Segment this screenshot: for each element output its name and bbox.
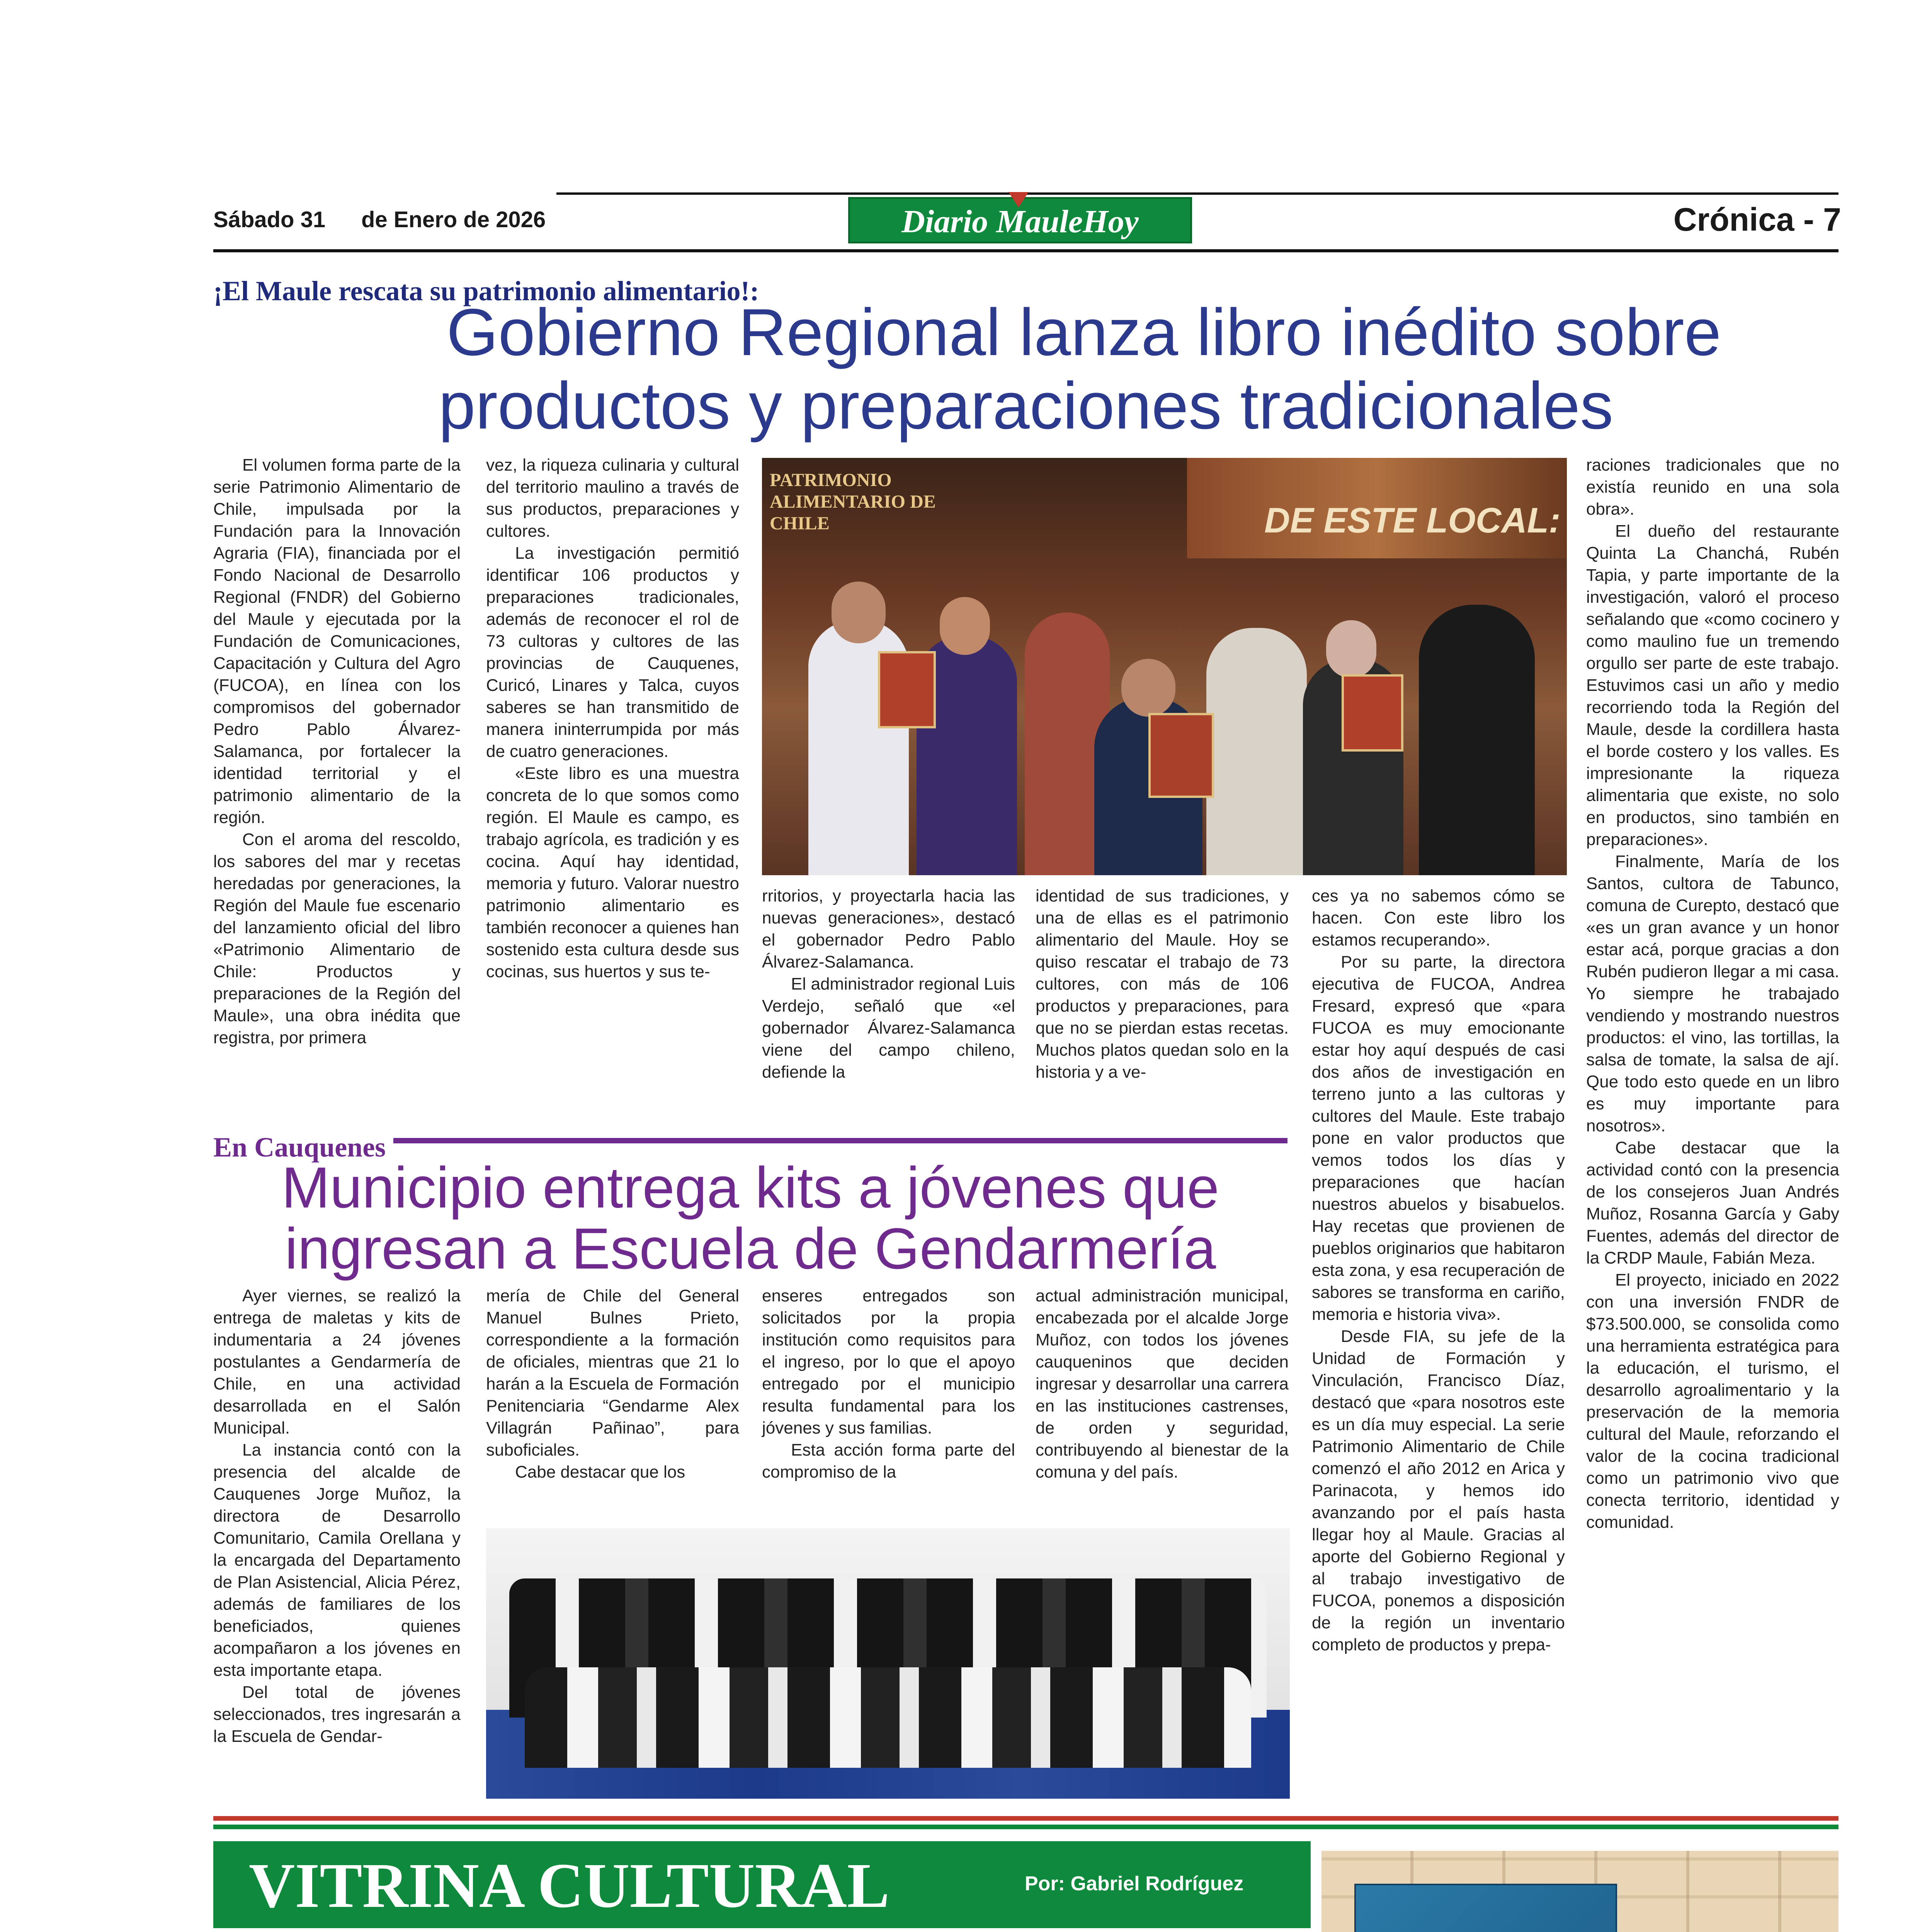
masthead-red-accent: [1009, 192, 1029, 207]
article1-headline-line1: Gobierno Regional lanza libro inédito sobre: [446, 295, 1721, 369]
article1-col4-para: identidad de sus tradiciones, y una de ellas es el patrimonio alimentario del Maule. Hoy se quiso rescatar el trabajo de 73 cultores, con más de 106 productos y preparaciones, para que no se pierdan estas recetas. Muchos platos quedan solo en la historia y a ve-: [1036, 886, 1289, 1082]
article1-col6-para: El proyecto, iniciado en 2022 con una inversión FNDR de $73.500.000, se consolida como una herramienta estratégica para la educación, el turismo, el desarrollo agroalimentario y la preservación de la memoria cultural del Maule, reforzando el valor de la cocina tradicional como un patrimonio vivo que conecta territorio, identidad y comunidad.: [1586, 1270, 1839, 1532]
vitrina-top-white-rule: [213, 1821, 1838, 1825]
header-date-day: Sábado 31: [213, 207, 326, 232]
photo-crowd: [762, 605, 1567, 875]
gendarmeria-group-photo: [486, 1528, 1290, 1799]
masthead-logo-text: Diario MauleHoy: [901, 204, 1139, 240]
article2-col1-para: Ayer viernes, se realizó la entrega de maletas y kits de indumentaria a 24 jóvenes postulantes a Gendarmería de Chile, en una actividad desarrollada en el Salón Municipal.: [213, 1286, 461, 1437]
article2-column-1: [213, 1285, 461, 1747]
header-top-rule: [556, 192, 1838, 195]
article2-column-3: [762, 1285, 1015, 1483]
article1-column-5: [1312, 885, 1565, 1656]
article1-column-6: [1586, 454, 1839, 1533]
article2-col2-para: mería de Chile del General Manuel Bulnes Prieto, correspondiente a la formación de oficiales, mientras que 21 lo harán a la Escuela de Formación Penitenciaria “Gendarme Alex Villagrán Pañinao”, para suboficiales.: [486, 1286, 739, 1459]
article2-column-2: [486, 1285, 739, 1483]
article1-col1-para: El volumen forma parte de la serie Patrimonio Alimentario de Chile, impulsada por la Fundación para la Innovación Agraria (FIA), financiada por el Fondo Nacional de Desarrollo Regional (FNDR) del Gobierno del Maule y ejecutada por la Fundación de Comunicaciones, Capacitación y Cultura del Agro (FUCOA), en línea con los compromisos del gobernador Pedro Pablo Álvarez-Salamanca, por fortalecer la identidad territorial y el patrimonio alimentario de la región.: [213, 456, 461, 827]
article2-col3-para: enseres entregados son solicitados por la propia institución como requisitos para el ingreso, por lo que el apoyo entregado por el municipio resulta fundamental para los jóvenes y sus familias.: [762, 1286, 1015, 1437]
article1-col2-para: «Este libro es una muestra concreta de lo que somos como región. El Maule es campo, es trabajo agrícola, es tradición y es cocina. Aquí hay identidad, memoria y futuro. Valorar nuestro patrimonio alimentario es también reconocer a quienes han sostenido esta cultura desde sus cocinas, sus huertos y sus te-: [486, 764, 739, 981]
vitrina-top-green-rule: [213, 1825, 1838, 1829]
article2-headline-line2: ingresan a Escuela de Gendarmería: [285, 1216, 1216, 1281]
article1-column-2: [486, 454, 739, 983]
article2-col4-para: actual administración municipal, encabezada por el alcalde Jorge Muñoz, con todos los jóvenes cauqueninos que deciden ingresar y desarrollar una carrera en las instituciones castrenses, de orden y seguridad, contribuyendo al bienestar de la comuna y del país.: [1036, 1286, 1289, 1481]
article1-column-1: [213, 454, 461, 1049]
article1-kicker: ¡El Maule rescata su patrimonio alimentario!:: [213, 276, 759, 306]
article2-kicker: En Cauquenes: [213, 1131, 393, 1163]
article2-col2-para: Cabe destacar que los: [515, 1463, 685, 1481]
vitrina-top-red-rule: [213, 1816, 1838, 1821]
article1-column-3: [762, 885, 1015, 1083]
article2-headline-line1: Municipio entrega kits a jóvenes que: [281, 1155, 1219, 1220]
photo-group-front-row: [525, 1667, 1251, 1768]
article1-column-4: [1036, 885, 1289, 1083]
vitrina-title-bar: [213, 1841, 1311, 1928]
masthead-logo: [848, 197, 1192, 243]
vitrina-byline: Por: Gabriel Rodríguez: [1025, 1872, 1244, 1895]
article1-col6-para: El dueño del restaurante Quinta La Chanchá, Rubén Tapia, y parte importante de la investigación, valoró el proceso señalando que «como cocinero y como maulino fue un tremendo orgullo ser parte de este trabajo. Estuvimos casi un año y medio recorriendo toda la Región del Maule, desde la cordillera hasta el borde costero y los valles. Es impresionante la riqueza alimentaria que existe, no solo en productos, sino también en preparaciones».: [1586, 522, 1839, 849]
article1-col6-para: raciones tradicionales que no existía reunido en una sola obra».: [1586, 456, 1839, 519]
article1-col6-para: Cabe destacar que la actividad contó con la presencia de los consejeros Juan Andrés Muñoz, Rosanna García y Gaby Fuentes, además del director de la CRDP Maule, Fabián Meza.: [1586, 1138, 1839, 1267]
article1-col5-para: Por su parte, la directora ejecutiva de FUCOA, Andrea Fresard, expresó que «para FUCOA es muy emocionante estar hoy aquí después de casi dos años de investigación en terreno junto a las cultoras y cultores del Maule. Este trabajo pone en valor productos que vemos todos los días y preparaciones que hacían nuestros abuelos y bisabuelos. Hay recetas que provienen de pueblos originarios que habitaron esta zona, y esa recuperación de sabores se transforma en cariño, memoria e historia viva».: [1312, 952, 1565, 1324]
photo-banner-right: DE ESTE LOCAL:: [1264, 501, 1561, 540]
article1-col2-para: vez, la riqueza culinaria y cultural del territorio maulino a través de sus productos, preparaciones y cultores.: [486, 456, 739, 541]
article2-col1-para: Del total de jóvenes seleccionados, tres ingresarán a la Escuela de Gendar-: [213, 1683, 461, 1746]
article1-col2-para: La investigación permitió identificar 106 productos y preparaciones tradicionales, además de reconocer el rol de 73 cultoras y cultores de las provincias de Cauquenes, Curicó, Linares y Talca, cuyos saberes se han transmitido de manera ininterrumpida por más de cuatro generaciones.: [486, 544, 739, 761]
article1-col3-para: rritorios, y proyectarla hacia las nuevas generaciones», destacó el gobernador Pedro Pablo Álvarez-Salamanca.: [762, 886, 1015, 971]
blue-book-cover: [1354, 1884, 1617, 1932]
article2-col1-para: La instancia contó con la presencia del alcalde de Cauquenes Jorge Muñoz, la directora de Desarrollo Comunitario, Camila Orellana y la encargada del Departamento de Plan Asistencial, Alicia Pérez, además de familiares de los beneficiados, quienes acompañaron a los jóvenes en esta importante etapa.: [213, 1440, 461, 1680]
section-label: Crónica - 7: [1673, 201, 1841, 238]
vitrina-title: VITRINA CULTURAL: [249, 1850, 890, 1921]
header-bottom-rule: [213, 249, 1838, 252]
article1-col1-para: Con el aroma del rescoldo, los sabores del mar y recetas heredadas por generaciones, la Región del Maule fue escenario del lanzamiento oficial del libro «Patrimonio Alimentario de Chile: Productos y preparaciones de la Región del Maule», una obra inédita que registra, por primera: [213, 830, 461, 1047]
article2-col3-para: Esta acción forma parte del compromiso de la: [762, 1440, 1015, 1481]
article1-col6-para: Finalmente, María de los Santos, cultora de Tabunco, comuna de Curepto, destacó que «es un gran avance y un honor estar acá, porque gracias a don Rubén pudieron llegar a mi casa. Yo siempre he trabajado vendiendo y mostrando nuestros productos: el vino, las tortillas, la salsa de tomate, la salsa de ají. Que todo esto quede en un libro es muy importante para nosotros».: [1586, 852, 1839, 1135]
book-launch-photo: [762, 458, 1567, 875]
header-date-month: de Enero de 2026: [361, 207, 546, 232]
article2-column-4: [1036, 1285, 1289, 1483]
article1-headline-line2: productos y preparaciones tradicionales: [438, 369, 1614, 443]
poetas-de-cauquenes-image: [1321, 1851, 1838, 1932]
article1-col5-para: Desde FIA, su jefe de la Unidad de Formación y Vinculación, Francisco Díaz, destacó que «para nosotros este es un día muy especial. La serie Patrimonio Alimentario de Chile comenzó el año 2012 en Arica y Parinacota, y hemos ido avanzando por el país hasta llegar hoy al Maule. Gracias al aporte del Gobierno Regional y al trabajo investigativo de FUCOA, ponemos a disposición de la región un inventario completo de productos y prepa-: [1312, 1327, 1565, 1654]
article1-col5-para: ces ya no sabemos cómo se hacen. Con este libro los estamos recuperando».: [1312, 886, 1565, 949]
photo-banner-left: PATRIMONIO ALIMENTARIO DE CHILE: [770, 470, 936, 534]
article1-col3-para: El administrador regional Luis Verdejo, señaló que «el gobernador Álvarez-Salamanca viene del campo chileno, defiende la: [762, 975, 1015, 1082]
